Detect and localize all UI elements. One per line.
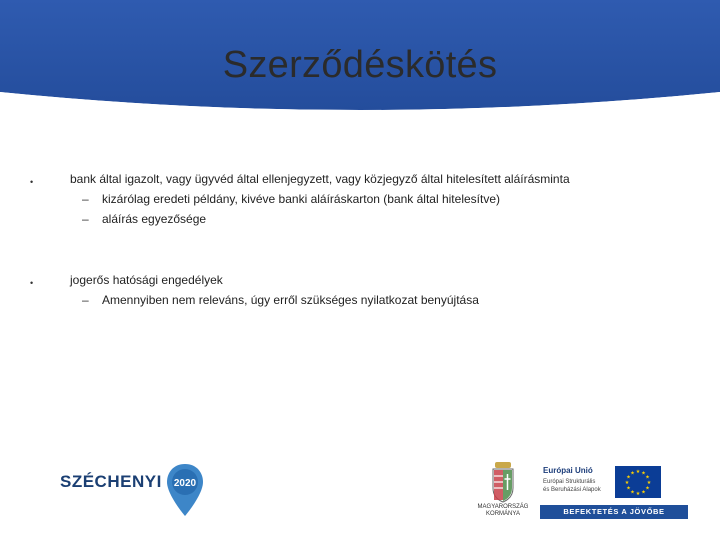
- bullet-item: bank által igazolt, vagy ügyvéd által ellenjegyzett, vagy közjegyző által hitelesített aláírásminta: [70, 172, 570, 186]
- sub-marker: –: [82, 212, 89, 226]
- government-caption: [470, 504, 536, 518]
- government-caption-line: MAGYARORSZÁG: [477, 504, 529, 510]
- sub-marker: –: [82, 192, 89, 206]
- coat-of-arms-icon: [470, 460, 536, 504]
- eu-title: Európai Unió: [543, 466, 593, 475]
- location-pin-icon: [165, 462, 205, 518]
- sub-marker: –: [82, 293, 89, 307]
- svg-text:★: ★: [635, 491, 641, 497]
- svg-text:★: ★: [626, 474, 631, 481]
- eu-subtitle: [543, 478, 601, 494]
- eu-slogan-band: BEFEKTETÉS A JÖVŐBE: [540, 505, 688, 519]
- svg-text:★: ★: [646, 480, 652, 486]
- sub-item: aláírás egyezősége: [102, 212, 207, 226]
- hungarian-government-logo: [470, 460, 536, 522]
- svg-text:★: ★: [630, 489, 635, 496]
- svg-text:★: ★: [624, 480, 630, 486]
- bullet-marker: •: [30, 278, 34, 288]
- bullet-item: jogerős hatósági engedélyek: [70, 273, 223, 287]
- szechenyi-badge-text: 2020: [173, 478, 197, 489]
- bullet-marker: •: [30, 177, 34, 187]
- svg-text:★: ★: [635, 469, 641, 475]
- svg-text:★: ★: [626, 485, 631, 492]
- svg-text:★: ★: [641, 489, 646, 496]
- svg-text:★: ★: [630, 470, 635, 477]
- svg-text:★: ★: [641, 470, 646, 477]
- svg-text:★: ★: [645, 485, 650, 492]
- szechenyi-logo-text: SZÉCHENYI: [60, 472, 162, 491]
- page-title: Szerződéskötés: [222, 44, 498, 86]
- sub-item: Amennyiben nem releváns, úgy erről szükséges nyilatkozat benyújtása: [102, 293, 479, 307]
- eu-subtitle-line: és Beruházási Alapok: [543, 487, 601, 493]
- svg-text:★: ★: [645, 474, 650, 481]
- eu-flag-icon: [615, 466, 661, 498]
- szechenyi-2020-logo: [60, 462, 205, 518]
- eu-funds-logo: [540, 466, 690, 522]
- sub-item: kizárólag eredeti példány, kivéve banki aláíráskarton (bank által hitelesítve): [102, 192, 500, 206]
- eu-subtitle-line: Európai Strukturális: [543, 479, 596, 485]
- government-caption-line: KORMÁNYA: [486, 511, 520, 517]
